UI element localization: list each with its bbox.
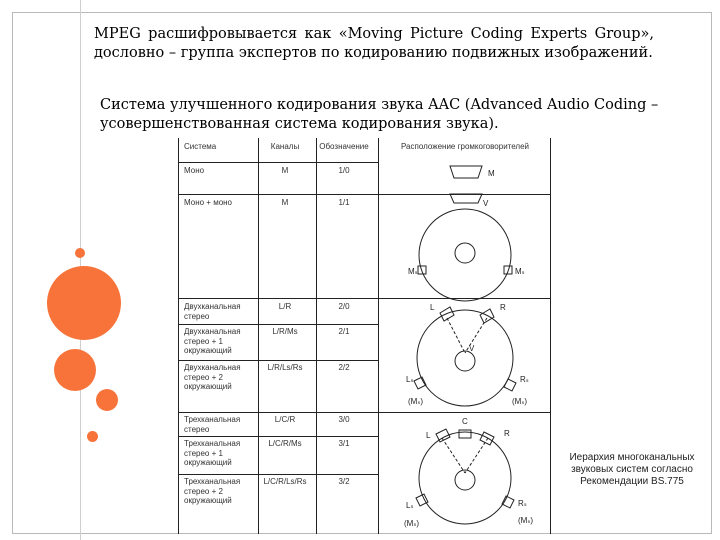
- label-ms-paren-right: (Mₛ): [512, 397, 527, 406]
- label-v: V: [469, 344, 475, 353]
- label-r: R: [504, 429, 510, 438]
- mpeg-paragraph: MPEG расшифровывается как «Moving Picture Coding Experts Group», дословно – группа экспертов по кодированию подвижных изображений.: [94, 26, 654, 61]
- listening-circle: [417, 310, 513, 406]
- header-designation: Обозначение: [319, 142, 369, 151]
- label-m: M: [488, 169, 495, 178]
- table-row-designation: 2/1: [338, 327, 350, 336]
- table-row-system: Двухканальная стерео + 1 окружающий: [184, 327, 241, 355]
- label-ls: Lₛ: [406, 501, 414, 510]
- table-row-channels: M: [281, 198, 289, 207]
- label-ms-paren-left: (Mₛ): [404, 519, 419, 528]
- label-l: L: [430, 303, 435, 312]
- speaker-icon: [504, 379, 516, 391]
- speaker-icon: [416, 494, 428, 506]
- figure-caption: Иерархия многоканальных звуковых систем согласно Рекомендации BS.775: [569, 452, 695, 487]
- table-row-designation: 3/2: [338, 477, 350, 486]
- table-row-system: Моно + моно: [184, 198, 233, 207]
- mono-speaker-icon: [450, 166, 482, 178]
- table-row-system: Трехканальная стерео: [184, 415, 241, 434]
- decor-circle-tiny: [87, 431, 98, 442]
- table-row-channels: M: [281, 166, 289, 175]
- speaker-icon: [480, 432, 494, 445]
- table-row-channels: L/R/Ms: [272, 327, 298, 336]
- listener-head: [455, 351, 475, 371]
- aac-paragraph: Система улучшенного кодирования звука AAC (Advanced Audio Coding – усовершенствованная система кодирования звука).: [100, 97, 659, 132]
- table-row-designation: 2/0: [338, 302, 350, 311]
- label-ms-paren-left: (Mₛ): [408, 397, 423, 406]
- table-row-channels: L/C/R: [274, 415, 296, 424]
- label-c: C: [462, 417, 468, 426]
- table-row-system: Двухканальная стерео + 2 окружающий: [184, 363, 241, 391]
- header-system: Система: [184, 142, 217, 151]
- table-row-designation: 1/0: [338, 166, 350, 175]
- speaker-icon: [480, 309, 494, 323]
- label-rs: Rₛ: [518, 499, 527, 508]
- label-ls: Lₛ: [406, 375, 414, 384]
- table-row-designation: 2/2: [338, 363, 350, 372]
- table-row-channels: L/R/Ls/Rs: [267, 363, 303, 372]
- speaker-layout-diagrams: [178, 138, 551, 534]
- label-r: R: [500, 303, 506, 312]
- table-row-designation: 3/1: [338, 439, 350, 448]
- decor-circle-small: [96, 389, 118, 411]
- header-channels: Каналы: [270, 142, 300, 151]
- listener-head: [455, 243, 475, 263]
- table-row-system: Трехканальная стерео + 1 окружающий: [184, 439, 241, 467]
- label-v: V: [483, 199, 489, 208]
- table-row-system: Трехканальная стерео + 2 окружающий: [184, 477, 241, 505]
- label-ms-left: Mₛ: [408, 267, 418, 276]
- decor-circle-top: [75, 248, 85, 258]
- speaker-icon: [459, 430, 471, 438]
- speaker-systems-table: [178, 138, 551, 534]
- header-layout: Расположение громкоговорителей: [400, 142, 530, 151]
- table-row-channels: L/C/R/Ls/Rs: [263, 477, 307, 486]
- table-row-designation: 1/1: [338, 198, 350, 207]
- decor-circle-medium: [54, 349, 96, 391]
- label-ms-paren-right: (Mₛ): [518, 516, 533, 525]
- label-l: L: [426, 431, 431, 440]
- listening-circle: [419, 209, 511, 301]
- table-row-system: Двухканальная стерео: [184, 302, 241, 321]
- table-row-system: Моно: [184, 166, 205, 175]
- label-ms-right: Mₛ: [515, 267, 525, 276]
- speaker-icon: [450, 194, 482, 203]
- label-rs: Rₛ: [520, 375, 529, 384]
- table-row-designation: 3/0: [338, 415, 350, 424]
- table-row-channels: L/R: [278, 302, 292, 311]
- decor-circle-large: [47, 266, 121, 340]
- listening-circle: [419, 432, 511, 524]
- table-row-channels: L/C/R/Ms: [268, 439, 302, 448]
